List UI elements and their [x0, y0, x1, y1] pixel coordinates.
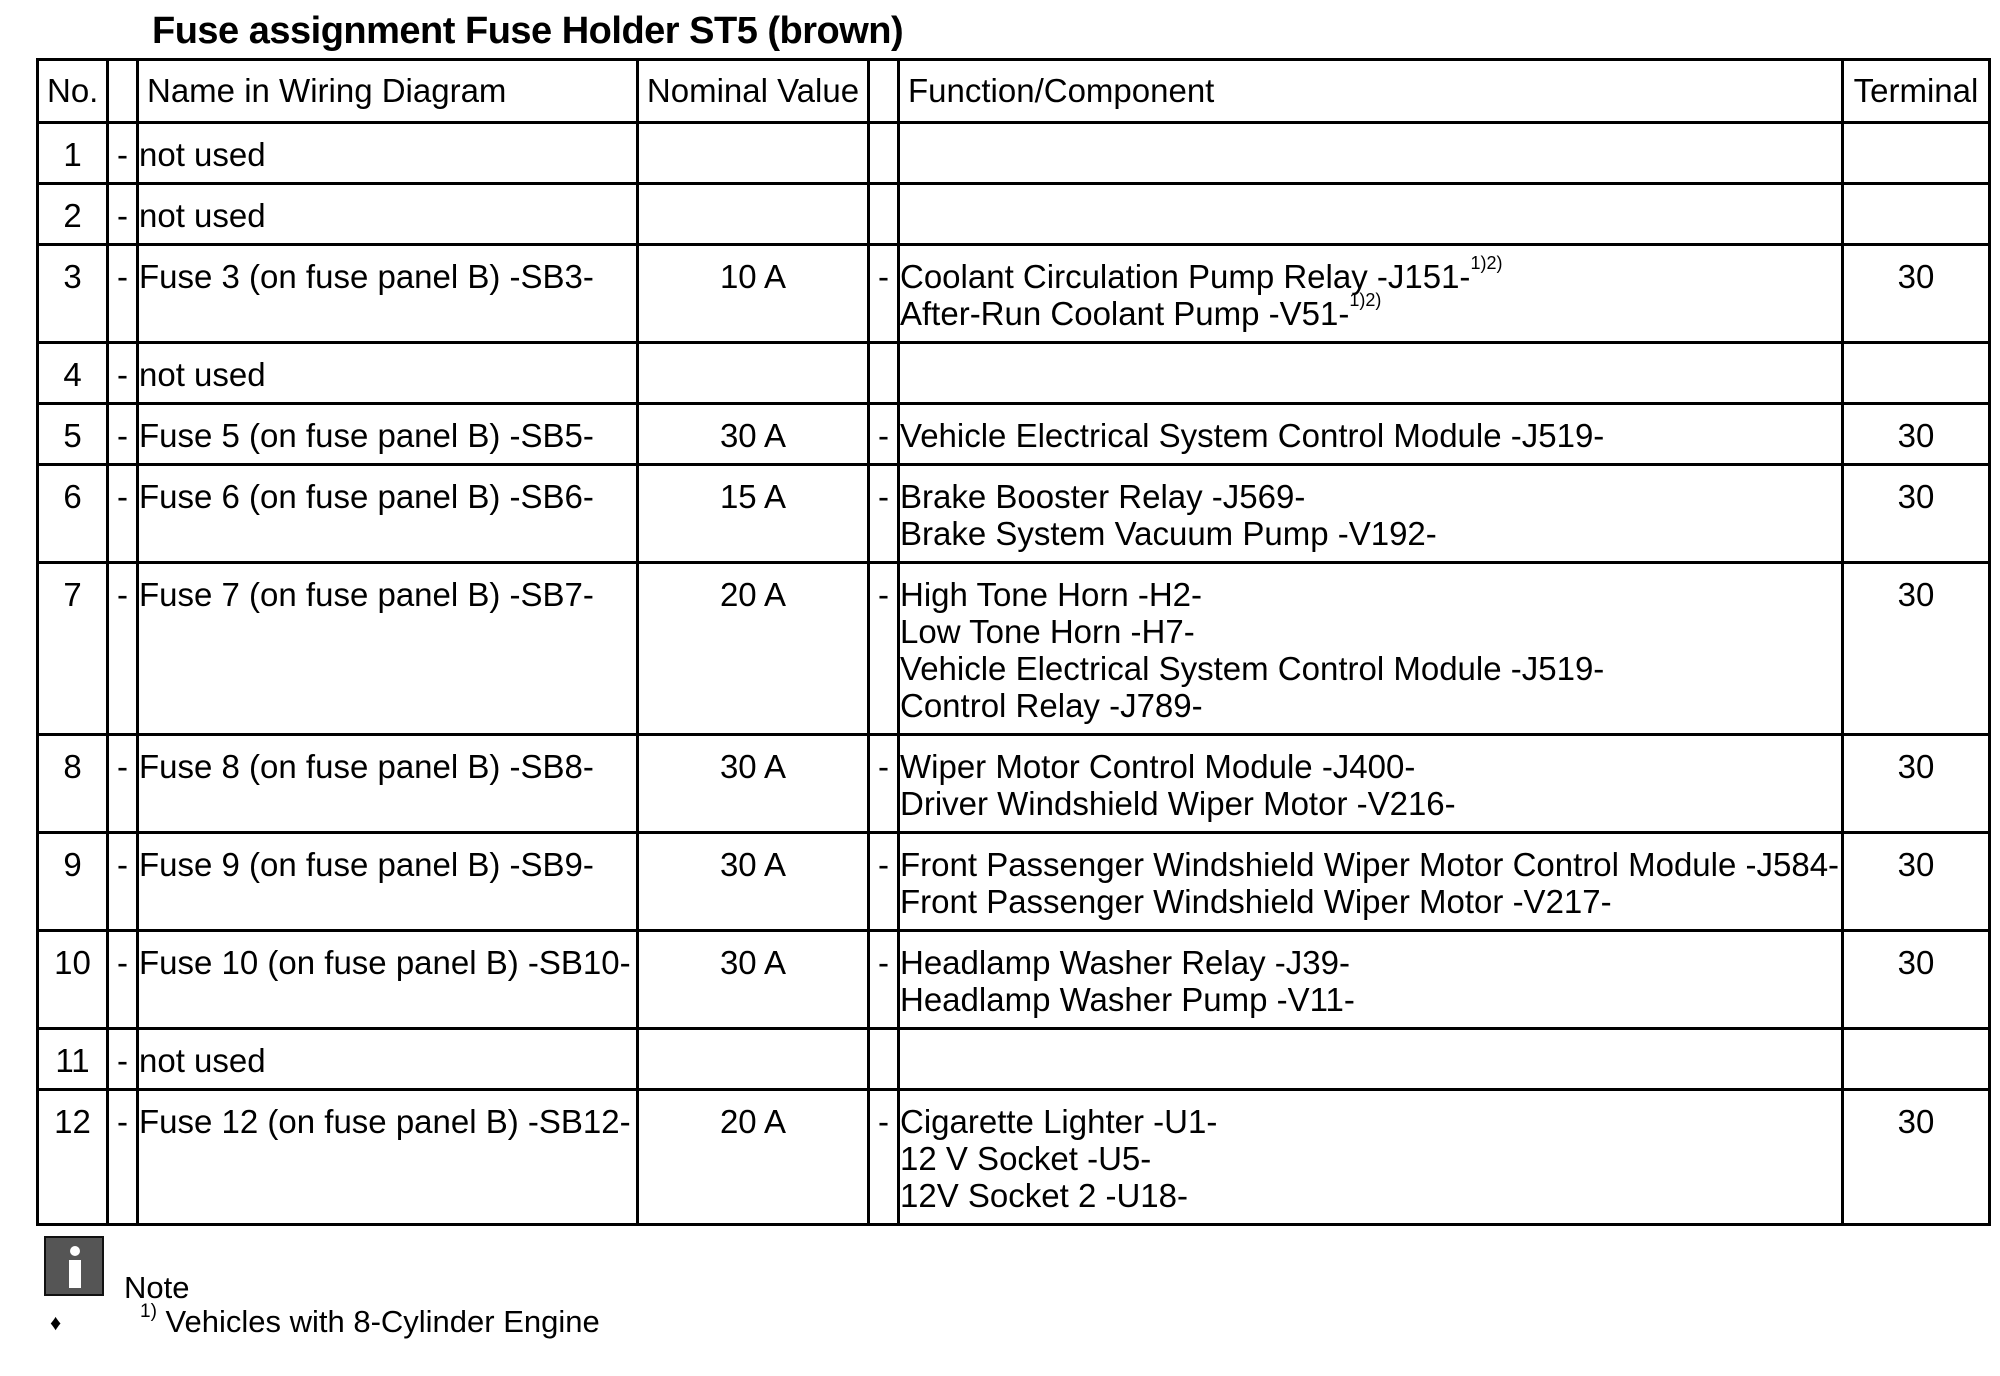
row-dash: -: [108, 833, 138, 931]
wiring-name: Fuse 8 (on fuse panel B) -SB8-: [138, 735, 638, 833]
fuse-number: 7: [38, 563, 108, 735]
nominal-value: 30 A: [638, 833, 869, 931]
row-dash: -: [108, 123, 138, 184]
function-component: [899, 1029, 1843, 1090]
fuse-number: 11: [38, 1029, 108, 1090]
wiring-name: not used: [138, 123, 638, 184]
terminal: [1843, 343, 1990, 404]
fuse-number: 4: [38, 343, 108, 404]
component-line: [900, 785, 1841, 822]
nominal-value: 20 A: [638, 1090, 869, 1225]
page-title: Fuse assignment Fuse Holder ST5 (brown): [152, 10, 904, 52]
function-component: [899, 404, 1843, 465]
wiring-name: Fuse 3 (on fuse panel B) -SB3-: [138, 245, 638, 343]
row-dash: -: [108, 931, 138, 1029]
nominal-value: 10 A: [638, 245, 869, 343]
table-row: [38, 563, 1990, 735]
function-dash: -: [869, 465, 899, 563]
component-line: [900, 846, 1841, 883]
component-text: Front Passenger Windshield Wiper Motor Control Module -J584-: [900, 846, 1840, 883]
table-row: [38, 245, 1990, 343]
row-dash: -: [108, 563, 138, 735]
row-dash: -: [108, 245, 138, 343]
function-dash: -: [869, 404, 899, 465]
component-text: Coolant Circulation Pump Relay -J151-: [900, 258, 1471, 295]
component-text: Headlamp Washer Pump -V11-: [900, 981, 1355, 1018]
component-text: 12V Socket 2 -U18-: [900, 1177, 1188, 1214]
note-label: Note: [124, 1270, 190, 1305]
component-line: [900, 650, 1841, 687]
footnote-ref: 1)2): [1470, 253, 1503, 273]
footnote-ref: 1)2): [1349, 290, 1382, 310]
function-component: [899, 245, 1843, 343]
component-text: Brake Booster Relay -J569-: [900, 478, 1306, 515]
header-function: Function/Component: [899, 60, 1843, 123]
wiring-name: Fuse 9 (on fuse panel B) -SB9-: [138, 833, 638, 931]
table-row: [38, 1090, 1990, 1225]
fuse-number: 1: [38, 123, 108, 184]
component-text: 12 V Socket -U5-: [900, 1140, 1152, 1177]
nominal-value: [638, 123, 869, 184]
header-terminal: Terminal: [1843, 60, 1990, 123]
function-dash: -: [869, 1090, 899, 1225]
fuse-number: 3: [38, 245, 108, 343]
function-dash: -: [869, 833, 899, 931]
nominal-value: 30 A: [638, 404, 869, 465]
function-dash: -: [869, 245, 899, 343]
footnote: [140, 1301, 600, 1340]
component-text: Vehicle Electrical System Control Module -J519-: [900, 650, 1605, 687]
wiring-name: Fuse 10 (on fuse panel B) -SB10-: [138, 931, 638, 1029]
component-line: [900, 883, 1841, 920]
component-line: [900, 576, 1841, 613]
terminal: [1843, 184, 1990, 245]
component-text: Cigarette Lighter -U1-: [900, 1103, 1218, 1140]
terminal: 30: [1843, 735, 1990, 833]
fuse-number: 12: [38, 1090, 108, 1225]
table-row: [38, 123, 1990, 184]
wiring-name: Fuse 7 (on fuse panel B) -SB7-: [138, 563, 638, 735]
terminal: 30: [1843, 833, 1990, 931]
wiring-name: not used: [138, 184, 638, 245]
bullet-icon: ♦: [50, 1310, 62, 1335]
component-text: Driver Windshield Wiper Motor -V216-: [900, 785, 1456, 822]
function-component: [899, 833, 1843, 931]
fuse-table-body: [38, 123, 1990, 1225]
terminal: 30: [1843, 1090, 1990, 1225]
row-dash: -: [108, 735, 138, 833]
wiring-name: not used: [138, 343, 638, 404]
header-no: No.: [38, 60, 108, 123]
component-text: Vehicle Electrical System Control Module -J519-: [900, 417, 1605, 454]
header-dash: [108, 60, 138, 123]
function-component: [899, 735, 1843, 833]
header-name: Name in Wiring Diagram: [138, 60, 638, 123]
wiring-name: Fuse 6 (on fuse panel B) -SB6-: [138, 465, 638, 563]
fuse-number: 10: [38, 931, 108, 1029]
fuse-number: 8: [38, 735, 108, 833]
component-line: [900, 290, 1841, 332]
component-text: Headlamp Washer Relay -J39-: [900, 944, 1350, 981]
function-dash: [869, 343, 899, 404]
function-component: [899, 123, 1843, 184]
fuse-number: 6: [38, 465, 108, 563]
function-component: [899, 343, 1843, 404]
component-line: [900, 1177, 1841, 1214]
nominal-value: [638, 184, 869, 245]
component-line: [900, 1103, 1841, 1140]
fuse-table: [36, 58, 1991, 1226]
footnote-marker: 1): [140, 1301, 157, 1322]
function-component: [899, 931, 1843, 1029]
component-line: [900, 748, 1841, 785]
wiring-name: Fuse 12 (on fuse panel B) -SB12-: [138, 1090, 638, 1225]
component-line: [900, 613, 1841, 650]
row-dash: -: [108, 404, 138, 465]
wiring-name: not used: [138, 1029, 638, 1090]
terminal: 30: [1843, 465, 1990, 563]
row-dash: -: [108, 184, 138, 245]
function-dash: [869, 184, 899, 245]
fuse-number: 9: [38, 833, 108, 931]
table-row: [38, 343, 1990, 404]
nominal-value: 15 A: [638, 465, 869, 563]
wiring-name: Fuse 5 (on fuse panel B) -SB5-: [138, 404, 638, 465]
table-row: [38, 404, 1990, 465]
fuse-number: 5: [38, 404, 108, 465]
component-text: Front Passenger Windshield Wiper Motor -V217-: [900, 883, 1612, 920]
terminal: 30: [1843, 245, 1990, 343]
nominal-value: 30 A: [638, 931, 869, 1029]
table-header-row: [38, 60, 1990, 123]
table-row: [38, 931, 1990, 1029]
component-line: [900, 478, 1841, 515]
component-line: [900, 417, 1841, 454]
terminal: 30: [1843, 404, 1990, 465]
component-line: [900, 944, 1841, 981]
terminal: 30: [1843, 563, 1990, 735]
row-dash: -: [108, 1029, 138, 1090]
terminal: [1843, 123, 1990, 184]
nominal-value: [638, 1029, 869, 1090]
function-dash: [869, 123, 899, 184]
component-text: Brake System Vacuum Pump -V192-: [900, 515, 1437, 552]
function-component: [899, 1090, 1843, 1225]
table-row: [38, 465, 1990, 563]
component-text: High Tone Horn -H2-: [900, 576, 1203, 613]
row-dash: -: [108, 343, 138, 404]
footnote-text: Vehicles with 8-Cylinder Engine: [156, 1304, 600, 1339]
terminal: 30: [1843, 931, 1990, 1029]
nominal-value: 30 A: [638, 735, 869, 833]
component-text: Control Relay -J789-: [900, 687, 1203, 724]
terminal: [1843, 1029, 1990, 1090]
function-component: [899, 184, 1843, 245]
header-dash: [869, 60, 899, 123]
component-line: [900, 981, 1841, 1018]
table-row: [38, 184, 1990, 245]
row-dash: -: [108, 465, 138, 563]
component-line: [900, 515, 1841, 552]
function-component: [899, 563, 1843, 735]
component-line: [900, 687, 1841, 724]
function-component: [899, 465, 1843, 563]
function-dash: -: [869, 735, 899, 833]
nominal-value: [638, 343, 869, 404]
component-text: Wiper Motor Control Module -J400-: [900, 748, 1416, 785]
function-dash: [869, 1029, 899, 1090]
table-row: [38, 735, 1990, 833]
table-row: [38, 833, 1990, 931]
component-text: Low Tone Horn -H7-: [900, 613, 1195, 650]
row-dash: -: [108, 1090, 138, 1225]
component-text: After-Run Coolant Pump -V51-: [900, 295, 1350, 332]
table-row: [38, 1029, 1990, 1090]
info-icon: [44, 1236, 104, 1296]
component-line: [900, 1140, 1841, 1177]
header-nominal-value: Nominal Value: [638, 60, 869, 123]
nominal-value: 20 A: [638, 563, 869, 735]
function-dash: -: [869, 563, 899, 735]
function-dash: -: [869, 931, 899, 1029]
fuse-number: 2: [38, 184, 108, 245]
